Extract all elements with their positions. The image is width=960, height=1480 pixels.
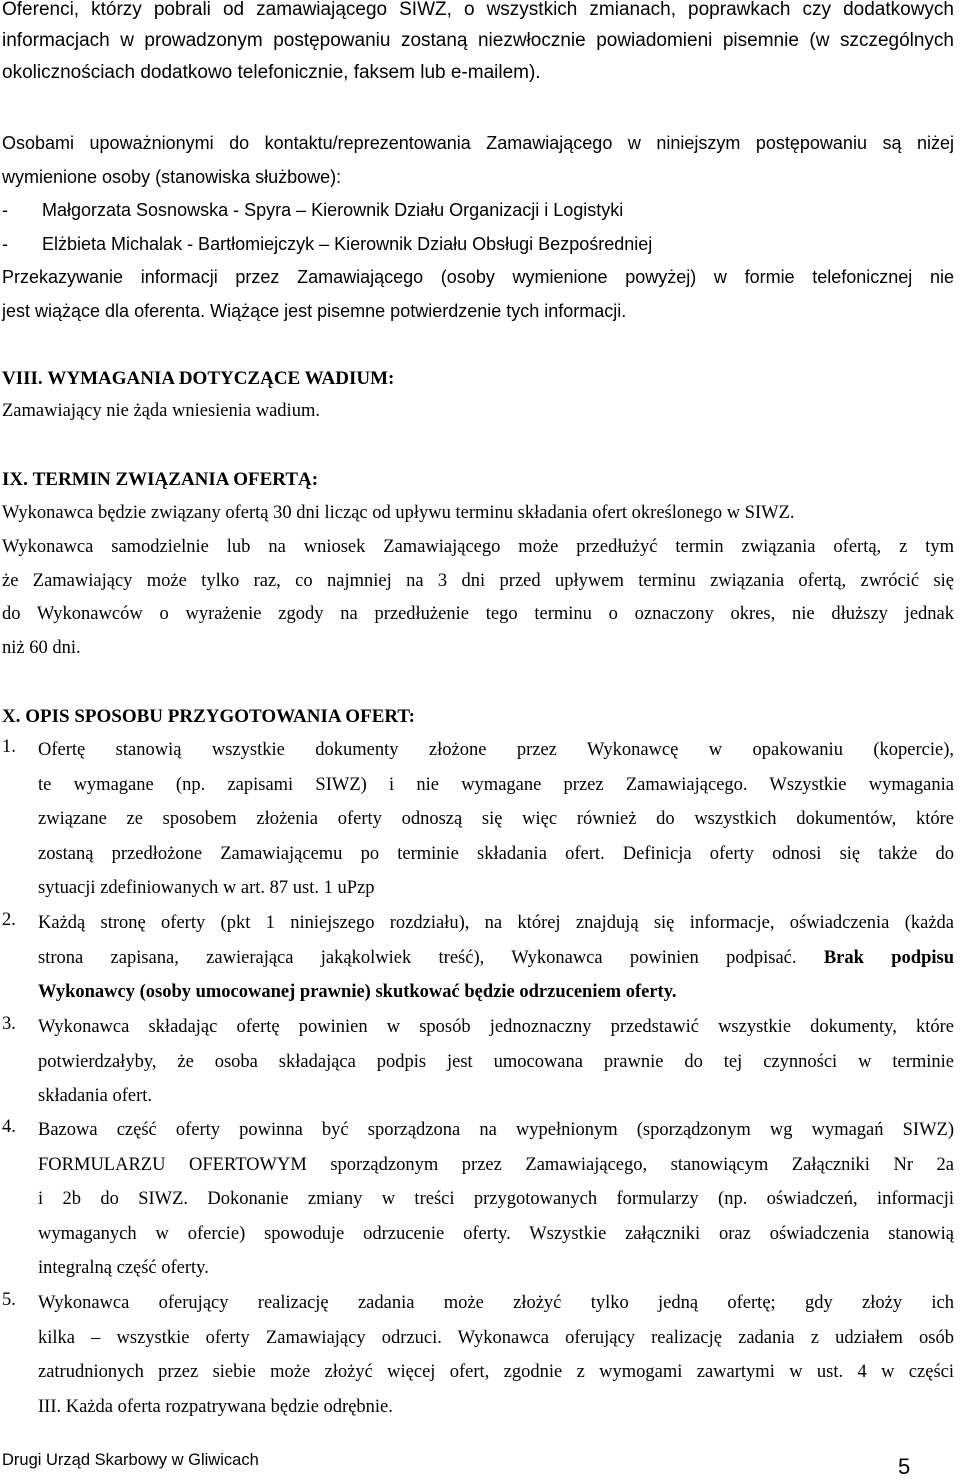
footer-office: Drugi Urząd Skarbowy w Gliwicach [2, 1451, 259, 1469]
text-line: Zamawiający nie żąda wniesienia wadium. [2, 401, 320, 421]
list-item-2 [38, 906, 954, 1010]
text-line: Oferenci, którzy pobrali od zamawiającego SIWZ, o wszystkich zmianach, poprawkach czy dodatkowych [2, 0, 954, 20]
text-line: związane ze sposobem złożenia oferty odnoszą się więc również do wszystkich dokumentów, które [38, 809, 954, 830]
list-item-4 [38, 1113, 954, 1286]
list-item-1 [38, 733, 954, 906]
text-line: wymienione osoby (stanowiska służbowe): [2, 166, 342, 187]
page-number: 5 [898, 1454, 911, 1479]
item-number: 5. [2, 1290, 16, 1310]
text-line: składania ofert. [38, 1086, 153, 1107]
item-number: 3. [2, 1014, 16, 1034]
text-line: te wymagane (np. zapisami SIWZ) i nie wymagane przez Zamawiającego. Wszystkie wymagania [38, 774, 954, 795]
text-line: do Wykonawców o wyrażenie zgody na przedłużenie tego terminu o oznaczony okres, nie dłuższy jednak [2, 604, 954, 625]
section-viii-heading [2, 362, 394, 395]
text-line: Wykonawca składając ofertę powinien w sposób jednoznaczny przedstawić wszystkie dokumenty, które [38, 1017, 954, 1037]
section-viii-text [2, 395, 954, 429]
text-line: i 2b do SIWZ. Dokonanie zmiany w treści przygotowanych formularzy (np. oświadczeń, informacji [38, 1189, 954, 1210]
text-line: okolicznościach dodatkowo telefonicznie, faksem lub e-mailem). [2, 61, 541, 83]
section-title: OPIS SPOSOBU PRZYGOTOWANIA OFERT: [25, 706, 416, 727]
text-line: potwierdzałyby, że osoba składająca podpis jest umocowana prawnie do tej czynności w terminie [38, 1051, 954, 1072]
text-line: sytuacji zdefiniowanych w art. 87 ust. 1 uPzp [38, 878, 375, 899]
item-number: 4. [2, 1117, 16, 1137]
item-number: 2. [2, 910, 16, 930]
contact-person-text: Małgorzata Sosnowska - Spyra – Kierownik Działu Organizacji i Logistyki [42, 200, 624, 221]
section-title: WYMAGANIA DOTYCZĄCE WADIUM: [47, 368, 395, 389]
section-title: TERMIN ZWIĄZANIA OFERTĄ: [32, 469, 319, 490]
text-line: integralną część oferty. [38, 1258, 209, 1279]
text-line: Każdą stronę oferty (pkt 1 niniejszego rozdziału), na której znajdują się informacje, oświadczenia (każda [38, 913, 954, 933]
bold-text-line: Wykonawcy (osoby umocowanej prawnie) skutkować będzie odrzuceniem oferty. [38, 982, 677, 1003]
list-item-3 [38, 1010, 954, 1114]
text-line: Bazowa część oferty powinna być sporządzona na wypełnionym (sporządzonym wg wymagań SIWZ) [38, 1120, 954, 1140]
intro-paragraph [2, 0, 954, 88]
text-line: jest wiążące dla oferenta. Wiążące jest pisemne potwierdzenie tych informacji. [2, 300, 627, 321]
text-line: wymaganych w ofercie) spowoduje odrzucenie oferty. Wszystkie załączniki oraz oświadczenia stanowią [38, 1223, 954, 1244]
text-line [38, 941, 954, 976]
section-ix-text [2, 497, 954, 666]
section-number: VIII. [2, 368, 43, 389]
section-number: X. [2, 706, 21, 727]
bold-text: Brak podpisu [823, 947, 955, 968]
contact-person: - Elżbieta Michalak - Bartłomiejczyk – Kierownik Działu Obsługi Bezpośredniej [2, 233, 653, 254]
text-segment: strona zapisana, zawierająca jakąkolwiek treść), Wykonawca powinien podpisać. [38, 947, 797, 968]
text-line: informacjach w prowadzonym postępowaniu zostaną niezwłocznie powiadomieni pisemnie (w szczególnych [2, 30, 954, 52]
list-item-5 [38, 1286, 954, 1424]
text-line: Przekazywanie informacji przez Zamawiającego (osoby wymienione powyżej) w formie telefonicznej nie [2, 267, 954, 288]
text-line: III. Każda oferta rozpatrywana będzie odrębnie. [38, 1396, 393, 1417]
text-line: Wykonawca będzie związany ofertą 30 dni licząc od upływu terminu składania ofert określonego w SIWZ. [2, 503, 795, 523]
section-x-heading [2, 700, 415, 733]
item-number: 1. [2, 737, 16, 757]
text-line: zatrudnionych przez siebie może złożyć więcej ofert, zgodnie z wymogami zawartymi w ust. 4 w części [38, 1362, 954, 1383]
section-ix-heading [2, 463, 318, 496]
text-line: niż 60 dni. [2, 638, 81, 659]
text-line: Wykonawca samodzielnie lub na wniosek Zamawiającego może przedłużyć termin związania ofertą, z tym [2, 536, 954, 557]
text-line: Ofertę stanowią wszystkie dokumenty złożone przez Wykonawcę w opakowaniu (kopercie), [38, 740, 954, 760]
text-line: FORMULARZU OFERTOWYM sporządzonym przez Zamawiającego, stanowiącym Załączniki Nr 2a [38, 1154, 954, 1175]
contacts-paragraph [2, 127, 954, 329]
text-line: kilka – wszystkie oferty Zamawiający odrzuci. Wykonawca oferujący realizację zadania z udziałem osób [38, 1327, 954, 1348]
section-number: IX. [2, 469, 28, 490]
text-line: Wykonawca oferujący realizację zadania może złożyć tylko jedną ofertę; gdy złoży ich [38, 1293, 954, 1313]
text-line: Osobami upoważnionymi do kontaktu/reprezentowania Zamawiającego w niniejszym postępowaniu są niżej [2, 133, 954, 153]
text-line: że Zamawiający może tylko raz, co najmniej na 3 dni przed upływem terminu związania ofertą, zwrócić się [2, 570, 954, 591]
contact-person-text: Elżbieta Michalak - Bartłomiejczyk – Kierownik Działu Obsługi Bezpośredniej [42, 233, 653, 254]
contact-person: - Małgorzata Sosnowska - Spyra – Kierownik Działu Organizacji i Logistyki [2, 200, 624, 221]
text-line: zostaną przedłożone Zamawiającemu po terminie składania ofert. Definicja oferty odnosi się także do [38, 843, 954, 864]
